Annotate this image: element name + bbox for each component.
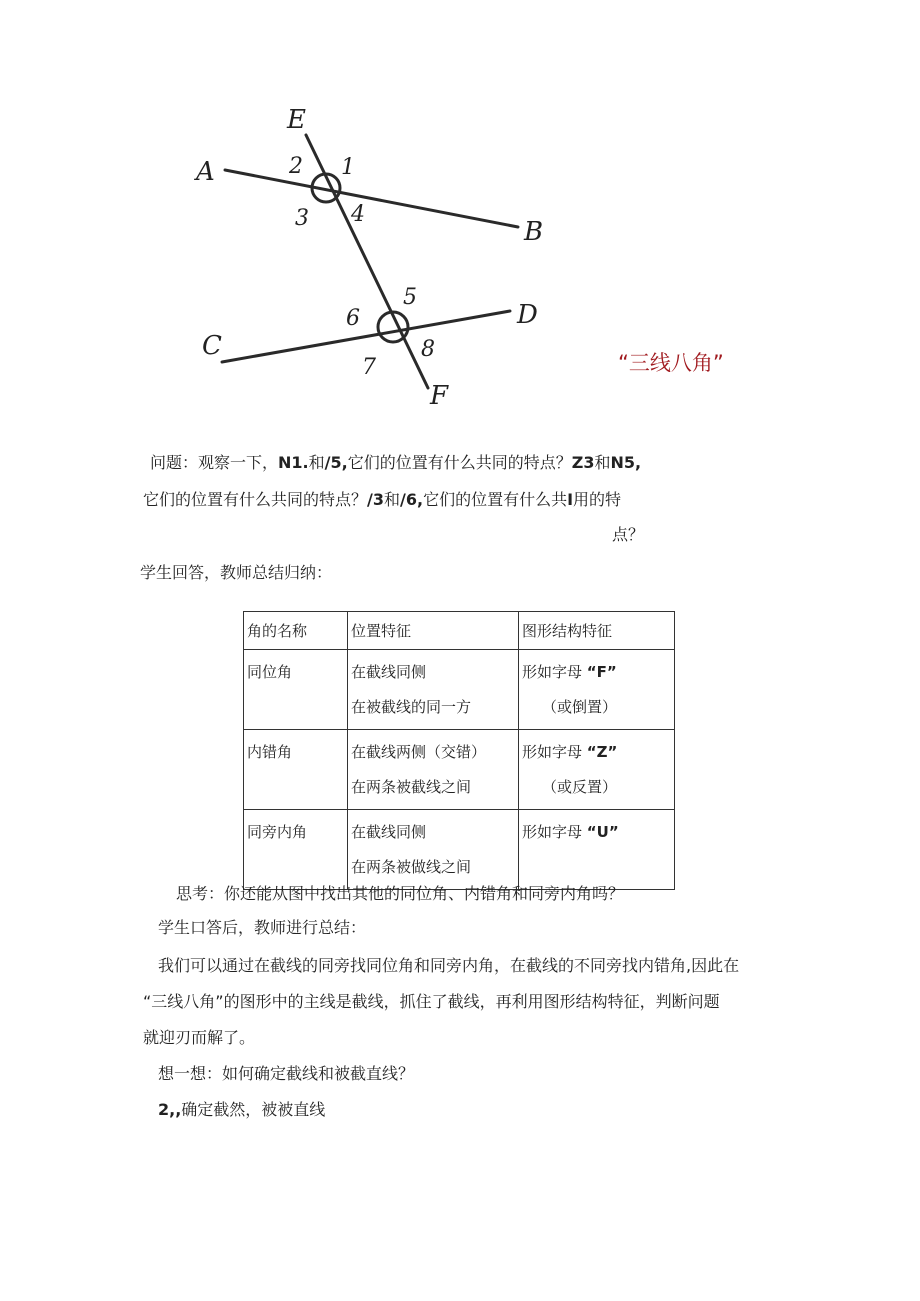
angle-ref: /5, [324,453,348,472]
answer-intro: 学生回答，教师总结归纳： [140,563,333,582]
angle-ref: N1. [278,453,309,472]
angle-ref: Z3 [571,453,595,472]
shape-note: （或反置） [542,778,618,796]
final-number: 2,, [158,1100,182,1119]
ponder-prompt: 想一想：如何确定截线和被截直线？ [158,1064,415,1083]
angle-name-cell: 内错角 [244,730,348,810]
position-line: 在截线两侧（交错） [351,743,487,761]
angle-name-cell: 同旁内角 [244,810,348,890]
angle-8: 8 [421,337,435,362]
angle-ref: N5, [610,453,642,472]
header-cell: 位置特征 [348,612,519,650]
angle-2: 2 [289,154,303,179]
question-text: 和 [594,453,611,472]
angle-6: 6 [346,306,360,331]
table-row [244,730,675,810]
question-line-2 [143,489,621,511]
question-line-3: 点？ [612,525,645,544]
question-text: 它们的位置有什么共同的特点？ [143,490,368,509]
angle-1: 1 [341,155,355,180]
summary-intro: 学生口答后，教师进行总结： [158,918,367,937]
angle-ref: I [567,490,574,509]
label-a: A [196,157,215,187]
question-text: 和 [384,490,401,509]
position-line: 在截线同侧 [351,663,427,681]
final-text: 确定截然，被被直线 [181,1100,326,1119]
question-text: 它们的位置有什么共同的特点？ [347,453,572,472]
position-line: 在两条被截线之间 [351,778,472,796]
table-row [244,650,675,730]
think-prompt: 思考：你还能从图中找出其他的同位角、内错角和同旁内角吗？ [176,884,625,903]
shape-line [522,735,671,770]
angle-3: 3 [295,206,309,231]
final-line [158,1099,325,1121]
shape-letter: “F” [586,663,617,681]
shape-cell [519,650,675,730]
question-text: 它们的位置有什么共 [423,490,568,509]
table-header-row [244,612,675,650]
summary-line-3: 就迎刃而解了。 [143,1028,256,1047]
angle-name-cell: 同位角 [244,650,348,730]
summary-line-1: 我们可以通过在截线的同旁找同位角和同旁内角，在截线的不同旁找内错角,因此在 [158,956,740,975]
position-cell [348,650,519,730]
position-line: 在被截线的同一方 [351,698,472,716]
shape-note: （或倒置） [542,698,618,716]
label-c: C [202,331,222,361]
shape-cell [519,810,675,890]
position-line: 在截线同侧 [351,823,427,841]
angle-ref: /6, [400,490,424,509]
angle-type-table [243,611,675,890]
header-cell: 角的名称 [244,612,348,650]
summary-line-2: “三线八角”的图形中的主线是截线，抓住了截线，再利用图形结构特征，判断问题 [143,992,720,1011]
shape-line [522,655,671,690]
table-row [244,810,675,890]
angle-4: 4 [351,202,365,227]
three-lines-eight-angles-figure [0,0,920,430]
shape-letter: “U” [586,823,619,841]
shape-prefix: 形如字母 [522,663,583,681]
shape-prefix: 形如字母 [522,823,583,841]
line-ab [225,170,518,227]
question-text: 和 [308,453,325,472]
shape-prefix: 形如字母 [522,743,583,761]
header-cell: 图形结构特征 [519,612,675,650]
position-cell [348,810,519,890]
shape-letter: “Z” [586,743,618,761]
label-b: B [524,217,544,247]
shape-line [522,815,671,850]
shape-cell [519,730,675,810]
question-text: 问题：观察一下， [150,453,279,472]
question-line-1 [150,452,641,474]
angle-7: 7 [362,355,376,380]
position-cell [348,730,519,810]
angle-ref: /3 [367,490,384,509]
label-d: D [517,300,538,330]
position-line: 在两条被做线之间 [351,858,472,876]
label-f: F [430,381,449,411]
angle-5: 5 [403,285,417,310]
figure-caption: “三线八角” [618,351,724,375]
label-e: E [287,105,306,135]
question-text: 用的特 [573,490,622,509]
